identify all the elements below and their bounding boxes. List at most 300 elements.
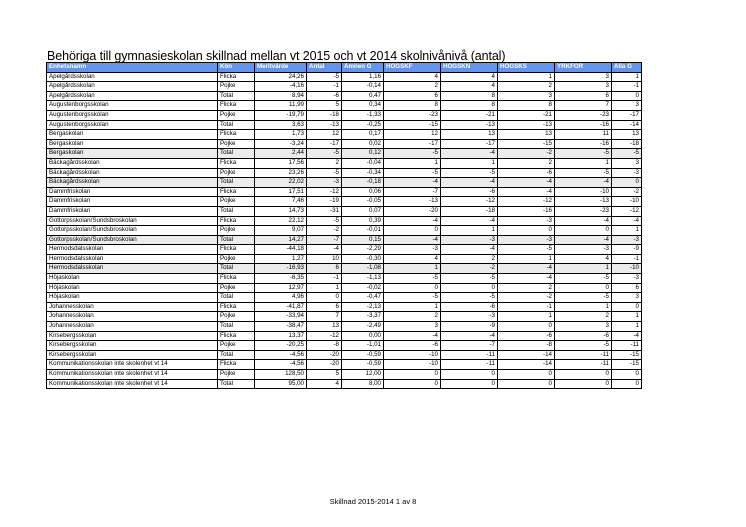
value-cell: -5	[441, 293, 498, 303]
value-cell: -1	[498, 302, 555, 312]
value-cell: -19	[307, 197, 342, 207]
value-cell: 4	[441, 82, 498, 92]
value-cell: -1	[612, 82, 642, 92]
value-cell: -12	[307, 187, 342, 197]
value-cell: 0	[555, 379, 612, 389]
value-cell: -4	[384, 178, 441, 188]
value-cell: 17,51	[255, 187, 307, 197]
table-row	[47, 245, 642, 255]
gender-cell: Pojke	[218, 312, 255, 322]
gender-cell: Total	[218, 322, 255, 332]
value-cell: -5	[384, 274, 441, 284]
gender-cell: Pojke	[218, 168, 255, 178]
value-cell: -11	[555, 350, 612, 360]
value-cell: 10	[307, 254, 342, 264]
value-cell: -1	[612, 254, 642, 264]
value-cell: -3	[441, 312, 498, 322]
gender-cell: Pojke	[218, 283, 255, 293]
value-cell: -2,13	[342, 302, 384, 312]
value-cell: 8	[498, 101, 555, 111]
value-cell: 0	[555, 226, 612, 236]
value-cell: 2	[441, 254, 498, 264]
value-cell: -8	[307, 341, 342, 351]
value-cell: 13	[498, 130, 555, 140]
gender-cell: Flicka	[218, 158, 255, 168]
table-row	[47, 226, 642, 236]
value-cell: -3	[384, 245, 441, 255]
value-cell: 4	[307, 379, 342, 389]
value-cell: 6	[307, 264, 342, 274]
value-cell: -6	[307, 91, 342, 101]
gender-cell: Total	[218, 235, 255, 245]
value-cell: -3	[498, 235, 555, 245]
value-cell: 6	[307, 302, 342, 312]
value-cell: -44,18	[255, 245, 307, 255]
value-cell: 0,02	[342, 139, 384, 149]
value-cell: 14,73	[255, 206, 307, 216]
value-cell: -17	[612, 110, 642, 120]
table-row	[47, 331, 642, 341]
value-cell: 0	[307, 293, 342, 303]
gender-cell: Flicka	[218, 274, 255, 284]
value-cell: -10	[555, 187, 612, 197]
value-cell: 3	[555, 322, 612, 332]
value-cell: -3	[612, 235, 642, 245]
value-cell: 0,17	[342, 130, 384, 140]
gender-cell: Pojke	[218, 370, 255, 380]
value-cell: -20,25	[255, 341, 307, 351]
value-cell: 0	[612, 379, 642, 389]
value-cell: 12,97	[255, 283, 307, 293]
table-row	[47, 274, 642, 284]
column-header: Ämnen G	[342, 63, 384, 73]
column-header: Antal	[307, 63, 342, 73]
value-cell: -5	[307, 72, 342, 82]
table-row	[47, 149, 642, 159]
value-cell: 1	[612, 312, 642, 322]
value-cell: 4	[384, 72, 441, 82]
table-row	[47, 130, 642, 140]
value-cell: -3,24	[255, 139, 307, 149]
gender-cell: Flicka	[218, 302, 255, 312]
value-cell: -20	[307, 350, 342, 360]
value-cell: -16	[555, 120, 612, 130]
value-cell: -5	[384, 168, 441, 178]
page-footer: Skillnad 2015-2014 1 av 8	[329, 497, 417, 506]
value-cell: -6	[498, 168, 555, 178]
value-cell: 23,26	[255, 168, 307, 178]
gender-cell: Pojke	[218, 341, 255, 351]
value-cell: 22,12	[255, 216, 307, 226]
table-row	[47, 216, 642, 226]
value-cell: 3	[555, 82, 612, 92]
table-row	[47, 322, 642, 332]
value-cell: 13	[612, 130, 642, 140]
value-cell: -31	[307, 206, 342, 216]
value-cell: 0,39	[342, 216, 384, 226]
value-cell: -1,08	[342, 264, 384, 274]
value-cell: -4	[612, 331, 642, 341]
value-cell: -0,04	[342, 158, 384, 168]
unit-name-cell: Gottorpsskolan/Sundsbroskolan	[47, 216, 218, 226]
gender-cell: Pojke	[218, 254, 255, 264]
value-cell: 0,15	[342, 235, 384, 245]
value-cell: -9	[612, 245, 642, 255]
value-cell: -4	[384, 331, 441, 341]
value-cell: 2	[498, 158, 555, 168]
value-cell: 9,07	[255, 226, 307, 236]
value-cell: -20	[307, 360, 342, 370]
value-cell: -5	[555, 274, 612, 284]
value-cell: -4	[555, 178, 612, 188]
value-cell: -13	[498, 120, 555, 130]
value-cell: -21	[498, 110, 555, 120]
value-cell: 0,34	[342, 101, 384, 111]
value-cell: -0,18	[342, 178, 384, 188]
value-cell: -3	[441, 235, 498, 245]
value-cell: 4,96	[255, 293, 307, 303]
value-cell: 7	[555, 101, 612, 111]
value-cell: -3	[612, 168, 642, 178]
value-cell: -4	[498, 274, 555, 284]
value-cell: 0,06	[342, 187, 384, 197]
value-cell: 12	[307, 130, 342, 140]
value-cell: -5	[555, 149, 612, 159]
value-cell: 3	[612, 101, 642, 111]
unit-name-cell: Apelgårdsskolan	[47, 82, 218, 92]
value-cell: 17,56	[255, 158, 307, 168]
value-cell: 7,46	[255, 197, 307, 207]
header-row	[47, 63, 642, 73]
value-cell: 24,26	[255, 72, 307, 82]
value-cell: 5	[307, 370, 342, 380]
unit-name-cell: Kirsebergsskolan	[47, 350, 218, 360]
table-row	[47, 293, 642, 303]
unit-name-cell: Kirsebergsskolan	[47, 341, 218, 351]
gender-cell: Flicka	[218, 187, 255, 197]
value-cell: 1	[612, 226, 642, 236]
gender-cell: Pojke	[218, 110, 255, 120]
table-row	[47, 101, 642, 111]
value-cell: -3	[555, 245, 612, 255]
value-cell: 13,37	[255, 331, 307, 341]
value-cell: -4	[441, 178, 498, 188]
value-cell: -16	[555, 139, 612, 149]
value-cell: -4,16	[255, 82, 307, 92]
value-cell: 0,07	[342, 206, 384, 216]
gender-cell: Flicka	[218, 72, 255, 82]
unit-name-cell: Kommunikationsskolan inte skolenhet vt 14	[47, 360, 218, 370]
value-cell: -2	[612, 187, 642, 197]
value-cell: 2,44	[255, 149, 307, 159]
value-cell: -0,14	[342, 82, 384, 92]
value-cell: -4	[441, 331, 498, 341]
unit-name-cell: Höjaskolan	[47, 293, 218, 303]
unit-name-cell: Apelgårdsskolan	[47, 72, 218, 82]
value-cell: 2	[384, 312, 441, 322]
value-cell: -5	[555, 341, 612, 351]
unit-name-cell: Johannesskolan	[47, 322, 218, 332]
value-cell: -11	[441, 360, 498, 370]
value-cell: 2	[498, 283, 555, 293]
table-row	[47, 110, 642, 120]
value-cell: 1	[498, 312, 555, 322]
column-header: Alla G	[612, 63, 642, 73]
value-cell: 12,00	[342, 370, 384, 380]
value-cell: 0	[384, 379, 441, 389]
gender-cell: Total	[218, 379, 255, 389]
value-cell: 0,12	[342, 149, 384, 159]
value-cell: -15	[498, 139, 555, 149]
gender-cell: Pojke	[218, 226, 255, 236]
gender-cell: Total	[218, 206, 255, 216]
value-cell: -2,49	[342, 322, 384, 332]
value-cell: 14,27	[255, 235, 307, 245]
value-cell: 1	[384, 158, 441, 168]
value-cell: 128,50	[255, 370, 307, 380]
value-cell: -17	[384, 139, 441, 149]
column-header: HÖGSKF	[384, 63, 441, 73]
table-row	[47, 72, 642, 82]
unit-name-cell: Augustenborgsskolan	[47, 101, 218, 111]
table-row	[47, 235, 642, 245]
gender-cell: Total	[218, 91, 255, 101]
table-row	[47, 341, 642, 351]
value-cell: -18	[441, 206, 498, 216]
gender-cell: Pojke	[218, 197, 255, 207]
value-cell: -15	[612, 350, 642, 360]
value-cell: -0,59	[342, 350, 384, 360]
value-cell: -0,59	[342, 360, 384, 370]
value-cell: 1	[498, 72, 555, 82]
value-cell: -10	[612, 197, 642, 207]
table-row	[47, 206, 642, 216]
value-cell: 5	[307, 101, 342, 111]
column-header: HÖGSKN	[441, 63, 498, 73]
value-cell: -4	[384, 235, 441, 245]
value-cell: -41,87	[255, 302, 307, 312]
value-cell: 2	[555, 312, 612, 322]
gender-cell: Flicka	[218, 245, 255, 255]
value-cell: 2	[498, 82, 555, 92]
value-cell: -0,25	[342, 120, 384, 130]
value-cell: 7	[307, 312, 342, 322]
value-cell: 0	[384, 226, 441, 236]
value-cell: -12	[612, 206, 642, 216]
value-cell: 12	[384, 130, 441, 140]
table-row	[47, 264, 642, 274]
unit-name-cell: Höjaskolan	[47, 283, 218, 293]
value-cell: -5	[307, 216, 342, 226]
value-cell: 0	[612, 370, 642, 380]
value-cell: -11	[555, 360, 612, 370]
table-row	[47, 158, 642, 168]
value-cell: -8	[498, 341, 555, 351]
value-cell: -23	[384, 110, 441, 120]
value-cell: -7	[307, 235, 342, 245]
table-row	[47, 360, 642, 370]
value-cell: -5	[555, 293, 612, 303]
value-cell: 1	[307, 283, 342, 293]
value-cell: -4	[307, 245, 342, 255]
value-cell: -19,79	[255, 110, 307, 120]
value-cell: -3	[612, 274, 642, 284]
data-table	[46, 62, 642, 389]
value-cell: 0	[498, 322, 555, 332]
value-cell: -0,05	[342, 197, 384, 207]
unit-name-cell: Johannesskolan	[47, 302, 218, 312]
table-row	[47, 82, 642, 92]
table-row	[47, 254, 642, 264]
value-cell: 8,94	[255, 91, 307, 101]
value-cell: -7	[441, 341, 498, 351]
table-row	[47, 350, 642, 360]
gender-cell: Total	[218, 120, 255, 130]
unit-name-cell: Hermodsdalsskolan	[47, 254, 218, 264]
value-cell: -0,01	[342, 226, 384, 236]
value-cell: -33,94	[255, 312, 307, 322]
value-cell: -5	[384, 293, 441, 303]
unit-name-cell: Dammfriskolan	[47, 197, 218, 207]
gender-cell: Total	[218, 350, 255, 360]
value-cell: 8	[441, 101, 498, 111]
value-cell: -3	[498, 216, 555, 226]
gender-cell: Flicka	[218, 360, 255, 370]
value-cell: -2	[498, 149, 555, 159]
value-cell: -3	[307, 178, 342, 188]
value-cell: 8	[441, 91, 498, 101]
value-cell: -13	[307, 120, 342, 130]
value-cell: 3	[384, 322, 441, 332]
value-cell: -5	[307, 168, 342, 178]
column-header: Kön	[218, 63, 255, 73]
value-cell: 4	[555, 254, 612, 264]
value-cell: -18	[307, 110, 342, 120]
value-cell: -9	[441, 322, 498, 332]
value-cell: -2	[498, 293, 555, 303]
value-cell: 0	[441, 283, 498, 293]
value-cell: 0,00	[342, 331, 384, 341]
value-cell: -0,02	[342, 283, 384, 293]
value-cell: 1	[441, 226, 498, 236]
value-cell: -20	[384, 206, 441, 216]
value-cell: -12	[307, 331, 342, 341]
value-cell: 0,47	[342, 91, 384, 101]
value-cell: -13	[384, 197, 441, 207]
value-cell: 0	[498, 370, 555, 380]
unit-name-cell: Dammfriskolan	[47, 206, 218, 216]
gender-cell: Total	[218, 149, 255, 159]
unit-name-cell: Hermodsdalsskolan	[47, 245, 218, 255]
value-cell: -16	[498, 206, 555, 216]
value-cell: 8	[384, 101, 441, 111]
unit-name-cell: Hermodsdalsskolan	[47, 264, 218, 274]
unit-name-cell: Bergaskolan	[47, 149, 218, 159]
value-cell: 6	[612, 283, 642, 293]
unit-name-cell: Dammfriskolan	[47, 187, 218, 197]
unit-name-cell: Bergaskolan	[47, 139, 218, 149]
value-cell: -16,93	[255, 264, 307, 274]
value-cell: 1	[612, 72, 642, 82]
report-title: Behöriga till gymnasieskolan skillnad mellan vt 2015 och vt 2014 skolnivånivå (antal)	[47, 49, 506, 63]
value-cell: -1,13	[342, 274, 384, 284]
value-cell: 1	[384, 302, 441, 312]
value-cell: -17	[441, 139, 498, 149]
value-cell: -6	[555, 331, 612, 341]
table-body	[47, 72, 642, 389]
table-row	[47, 178, 642, 188]
value-cell: -6	[441, 187, 498, 197]
value-cell: -5	[612, 149, 642, 159]
value-cell: -4	[498, 264, 555, 274]
value-cell: -13	[555, 197, 612, 207]
value-cell: -5	[307, 149, 342, 159]
value-cell: -7	[384, 187, 441, 197]
value-cell: -1,33	[342, 110, 384, 120]
value-cell: -6	[441, 302, 498, 312]
value-cell: 11	[555, 130, 612, 140]
value-cell: 8,00	[342, 379, 384, 389]
value-cell: 1,27	[255, 254, 307, 264]
value-cell: -21	[441, 110, 498, 120]
table-row	[47, 283, 642, 293]
value-cell: -18	[612, 139, 642, 149]
value-cell: 1	[612, 322, 642, 332]
table-row	[47, 312, 642, 322]
value-cell: -4,56	[255, 360, 307, 370]
value-cell: -5	[555, 168, 612, 178]
value-cell: -10	[384, 360, 441, 370]
unit-name-cell: Augustenborgsskolan	[47, 110, 218, 120]
value-cell: -0,34	[342, 168, 384, 178]
column-header: Meritvärde	[255, 63, 307, 73]
value-cell: 0	[612, 178, 642, 188]
value-cell: 0	[384, 370, 441, 380]
value-cell: -4	[441, 149, 498, 159]
value-cell: 0	[384, 283, 441, 293]
gender-cell: Flicka	[218, 130, 255, 140]
value-cell: 1	[555, 158, 612, 168]
value-cell: -4	[441, 216, 498, 226]
value-cell: -13	[441, 120, 498, 130]
table-row	[47, 168, 642, 178]
value-cell: -4,56	[255, 350, 307, 360]
value-cell: -12	[441, 197, 498, 207]
gender-cell: Pojke	[218, 82, 255, 92]
gender-cell: Flicka	[218, 101, 255, 111]
unit-name-cell: Kommunikationsskolan inte skolenhet vt 14	[47, 379, 218, 389]
value-cell: 4	[384, 254, 441, 264]
unit-name-cell: Kommunikationsskolan inte skolenhet vt 14	[47, 370, 218, 380]
unit-name-cell: Gottorpsskolan/Sundsbroskolan	[47, 226, 218, 236]
value-cell: 13	[307, 322, 342, 332]
value-cell: -0,30	[342, 254, 384, 264]
value-cell: -5	[498, 245, 555, 255]
value-cell: 0	[441, 370, 498, 380]
unit-name-cell: Kirsebergsskolan	[47, 331, 218, 341]
value-cell: 1	[441, 158, 498, 168]
value-cell: -4	[612, 216, 642, 226]
value-cell: 3	[612, 158, 642, 168]
value-cell: 11,99	[255, 101, 307, 111]
value-cell: -17	[307, 139, 342, 149]
value-cell: 3	[612, 293, 642, 303]
value-cell: -23	[555, 110, 612, 120]
unit-name-cell: Bergaskolan	[47, 130, 218, 140]
value-cell: -14	[498, 360, 555, 370]
value-cell: -12	[498, 197, 555, 207]
value-cell: 0	[498, 226, 555, 236]
